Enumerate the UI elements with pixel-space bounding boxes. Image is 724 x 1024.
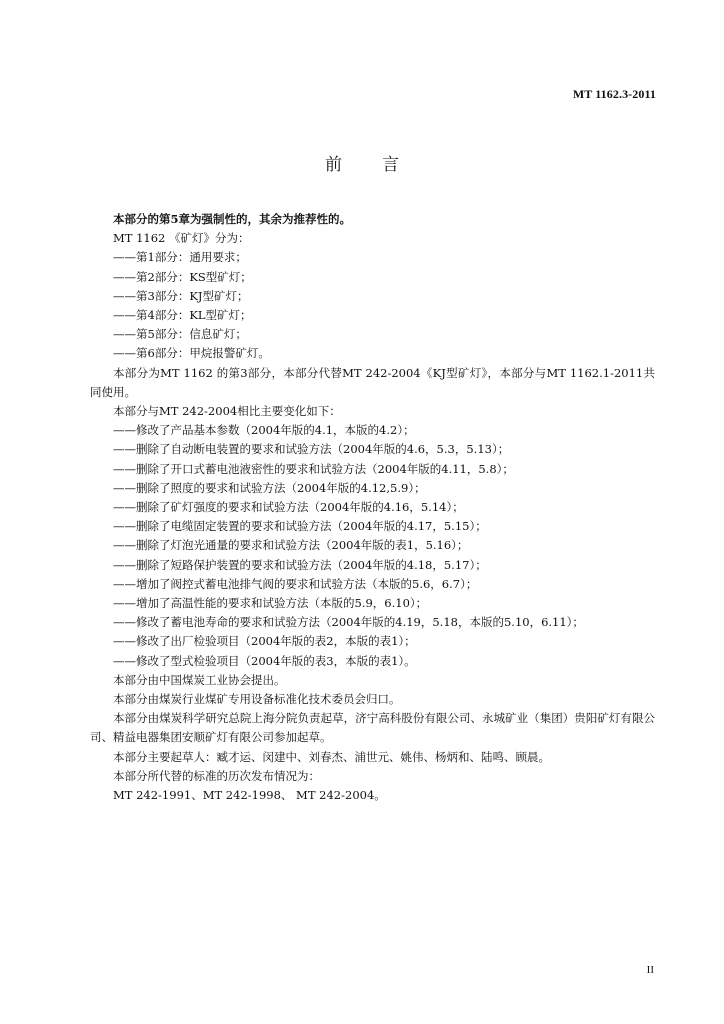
list-item-part-3: ——第3部分：KJ型矿灯； bbox=[113, 288, 249, 303]
list-item-change: ——删除了自动断电装置的要求和试验方法（2004年版的4.6，5.3，5.13）； bbox=[113, 442, 510, 457]
paragraph-history: MT 242-1991、MT 242-1998、 MT 242-2004。 bbox=[113, 788, 386, 803]
paragraph-history-intro: 本部分所代替的标准的历次发布情况为： bbox=[113, 768, 320, 783]
list-item-change: ——删除了电缆固定装置的要求和试验方法（2004年版的4.17，5.15）； bbox=[113, 519, 487, 534]
paragraph-mandatory-note: 本部分的第5章为强制性的，其余为推荐性的。 bbox=[113, 212, 351, 226]
list-item-change: ——修改了蓄电池寿命的要求和试验方法（2004年版的4.19，5.18，本版的5.10，6.11）； bbox=[113, 615, 584, 630]
list-item-change: ——删除了短路保护装置的要求和试验方法（2004年版的4.18，5.17）； bbox=[113, 557, 487, 572]
standard-code: MT 1162.3-2011 bbox=[572, 87, 656, 101]
list-item-change: ——删除了照度的要求和试验方法（2004年版的4.12,5.9）； bbox=[113, 480, 426, 495]
list-item-change: ——删除了开口式蓄电池液密性的要求和试验方法（2004年版的4.11，5.8）； bbox=[113, 461, 514, 476]
list-item-change: ——修改了产品基本参数（2004年版的4.1，本版的4.2）； bbox=[113, 423, 415, 438]
paragraph-drafting-units: 本部分由煤炭科学研究总院上海分院负责起草，济宁高科股份有限公司、永城矿业（集团）贵阳矿灯有限公司、精益电器集团安顺矿灯有限公司参加起草。 bbox=[90, 711, 655, 745]
list-item-part-2: ——第2部分：KS型矿灯； bbox=[113, 269, 252, 284]
list-item-part-4: ——第4部分：KL型矿灯； bbox=[113, 308, 252, 323]
paragraph-changes-intro: 本部分与MT 242-2004相比主要变化如下： bbox=[113, 404, 341, 419]
page-title: 前言 bbox=[325, 155, 439, 175]
list-item-change: ——修改了型式检验项目（2004年版的表3，本版的表1）。 bbox=[113, 653, 416, 668]
list-item-change: ——增加了高温性能的要求和试验方法（本版的5.9，6.10）； bbox=[113, 596, 428, 611]
paragraph-replacement: 本部分为MT 1162 的第3部分，本部分代替MT 242-2004《KJ型矿灯》，本部分与MT 1162.1-2011共同使用。 bbox=[90, 365, 655, 399]
page-number: II bbox=[646, 964, 654, 976]
list-item-change: ——修改了出厂检验项目（2004年版的表2，本版的表1）； bbox=[113, 634, 416, 649]
list-item-change: ——增加了阀控式蓄电池排气阀的要求和试验方法（本版的5.6，6.7）； bbox=[113, 576, 478, 591]
paragraph-parts-intro: MT 1162 《矿灯》分为： bbox=[113, 231, 250, 246]
foreword-body bbox=[90, 210, 655, 805]
list-item-part-1: ——第1部分：通用要求； bbox=[113, 250, 247, 265]
list-item-part-6: ——第6部分：甲烷报警矿灯。 bbox=[113, 346, 270, 361]
paragraph-committee: 本部分由煤炭行业煤矿专用设备标准化技术委员会归口。 bbox=[113, 692, 401, 707]
paragraph-drafters: 本部分主要起草人：臧才运、闵建中、刘春杰、浦世元、姚伟、杨炳和、陆鸣、顾晨。 bbox=[113, 749, 550, 764]
list-item-part-5: ——第5部分：信息矿灯； bbox=[113, 327, 247, 342]
list-item-change: ——删除了矿灯强度的要求和试验方法（2004年版的4.16，5.14）； bbox=[113, 500, 464, 515]
list-item-change: ——删除了灯泡光通量的要求和试验方法（2004年版的表1，5.16）； bbox=[113, 538, 469, 553]
paragraph-proposer: 本部分由中国煤炭工业协会提出。 bbox=[113, 672, 286, 687]
